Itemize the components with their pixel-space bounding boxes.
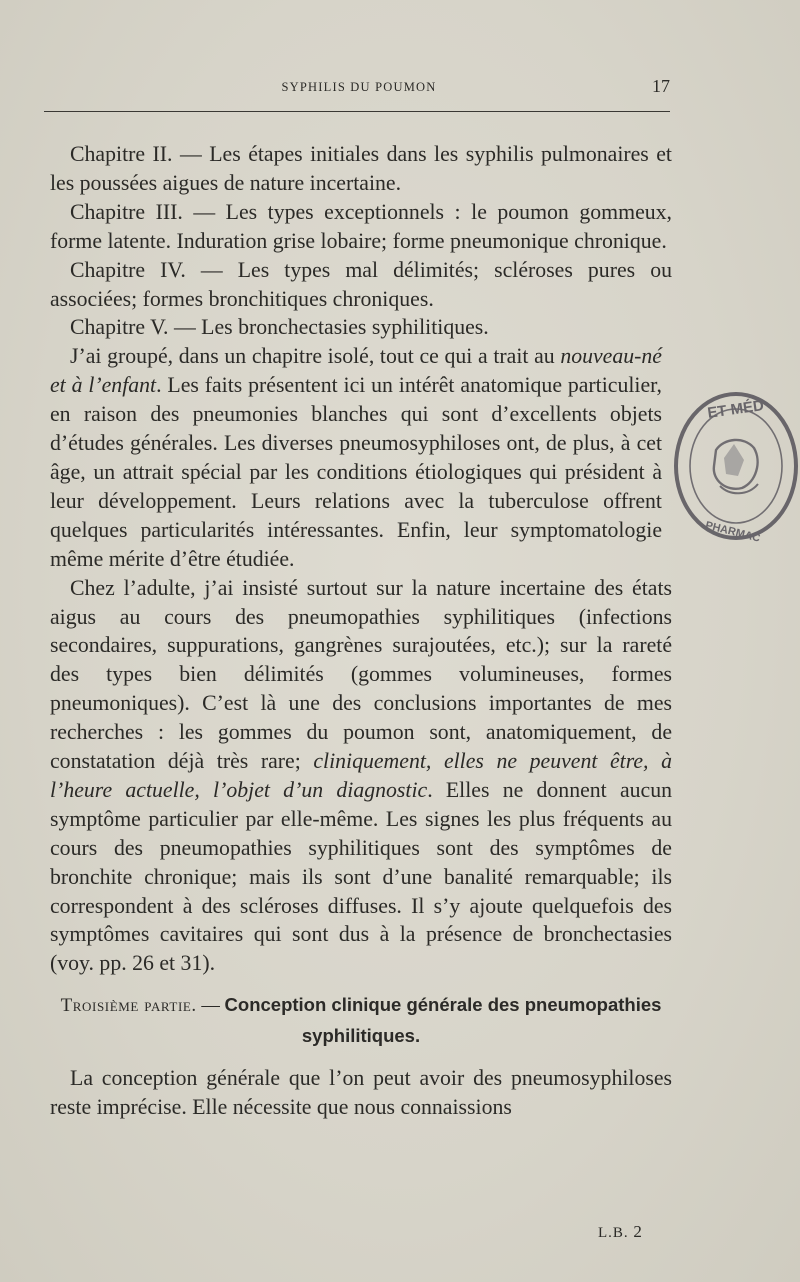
running-title: SYPHILIS DU POUMON xyxy=(281,80,437,94)
paragraph-adulte-lead: Chez l’adulte, j’ai insisté surtout sur la nature incertaine des états aigus au cours des pneumopathies syphilitiques (infections secondaires, suppurations, gangrènes surajoutées, etc.); sur la rareté des types bien délimités (gommes volumineuses, formes pneumoniques). C’est là une des conclusions importantes de mes recherches : les gommes du poumon sont, anatomiquement, de constatation déjà très rare; xyxy=(50,575,672,774)
section-title: Conception clinique générale des pneumopathies syphilitiques. xyxy=(224,994,662,1047)
header-rule xyxy=(44,111,670,112)
paragraph-chapitre-4: Chapitre IV. — Les types mal délimités; scléroses pures ou associées; formes bronchitiques chroniques. xyxy=(50,257,672,311)
signature-mark xyxy=(598,1222,643,1242)
section-part-label: Troisième partie. xyxy=(60,995,197,1017)
paragraph-adulte xyxy=(50,574,672,979)
running-head xyxy=(48,76,670,104)
paragraph-enfant xyxy=(50,342,662,573)
stamp-text-bottom: PHARMAC xyxy=(703,519,762,545)
paragraph-adulte-emphasis: cliniquement, elles ne peuvent être, à l’heure actuelle, l’objet d’un diagnostic xyxy=(50,749,672,802)
page-number: 17 xyxy=(652,76,670,96)
closing-paragraph: La conception générale que l’on peut avoir des pneumosyphiloses reste imprécise. Elle nécessite que nous connaissions xyxy=(50,1066,672,1120)
section-heading xyxy=(50,990,672,1052)
paragraph-chapitre-3: Chapitre III. — Les types exceptionnels : le poumon gommeux, forme latente. Induration grise lobaire; forme pneumonique chronique. xyxy=(50,199,672,253)
signature-number: 2 xyxy=(633,1222,643,1241)
section-dash: — xyxy=(196,996,225,1017)
paragraph-chapitre-5: Chapitre V. — Les bronchectasies syphilitiques. xyxy=(70,315,489,340)
paragraph-enfant-rest: . Les faits présentent ici un intérêt anatomique particulier, en raison des pneumonies blanches qui sont d’excellents objets d’études générales. Les diverses pneumosyphiloses ont, de plus, à cet âge, un attrait spécial par les conditions étiologiques qui président à leur développement. Leurs relations avec la tuberculose offrent quelques particularités intéressantes. Enfin, leur symptomatologie même mérite d’être étudiée. xyxy=(50,373,662,571)
body-text xyxy=(50,140,672,1122)
paragraph-enfant-emphasis: nouveau-né et à l’enfant xyxy=(50,344,662,398)
signature-prefix: L.B. xyxy=(598,1225,629,1241)
stamp-text-top: ET MÉD xyxy=(706,397,765,422)
library-stamp xyxy=(664,378,800,554)
paragraph-chapitre-2: Chapitre II. — Les étapes initiales dans les syphilis pulmonaires et les poussées aigues de nature incertaine. xyxy=(50,142,672,195)
paragraph-adulte-rest: . Elles ne donnent aucun symptôme particulier par elle-même. Les signes les plus fréquents au cours des pneumopathies syphilitiques sont des symptômes de bronchite chronique; mais ils sont d’une banalité remarquable; ils correspondent à des scléroses diffuses. Il s’y ajoute quelquefois des symptômes cavitaires qui sont dus à la présence de bronchectasies (voy. pp. 26 et 31). xyxy=(50,777,672,976)
paragraph-enfant-lead: J’ai groupé, dans un chapitre isolé, tout ce qui a trait au xyxy=(70,344,561,369)
